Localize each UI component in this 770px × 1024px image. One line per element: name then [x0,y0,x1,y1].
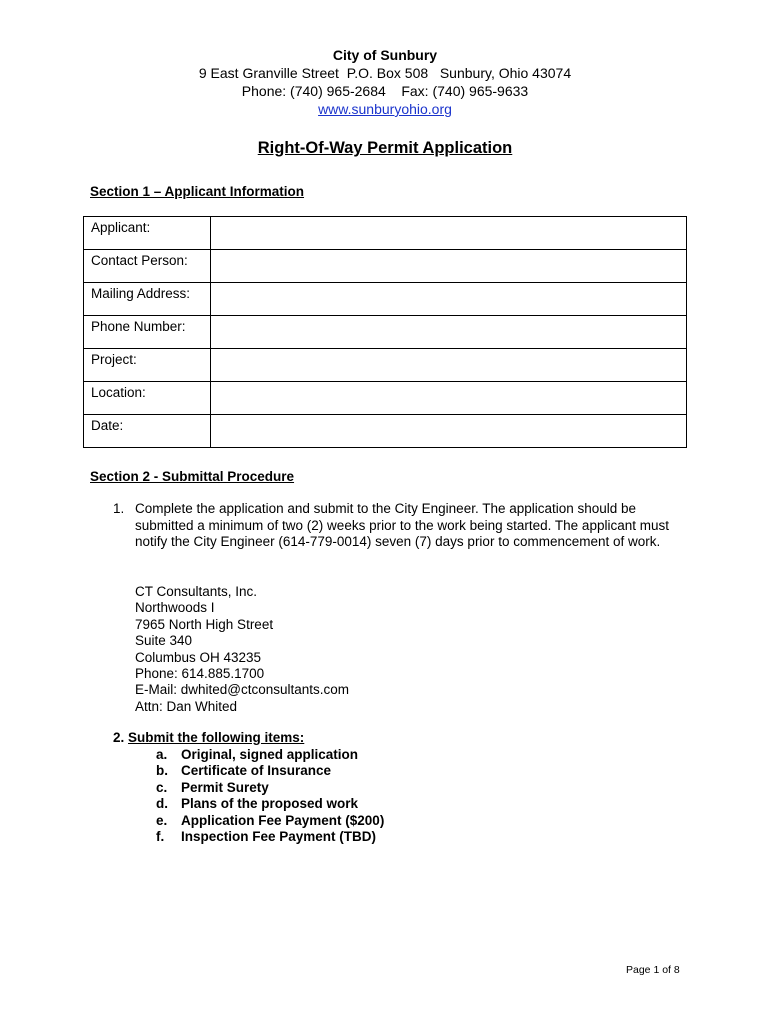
field-label-phone-number: Phone Number: [84,316,211,349]
field-value-applicant[interactable] [211,217,687,250]
item-letter: a. [156,746,168,762]
field-value-mailing-address[interactable] [211,283,687,316]
item-text: Inspection Fee Payment (TBD) [181,829,377,844]
procedure-step-1 [113,501,683,551]
field-value-location[interactable] [211,382,687,415]
email-line: E-Mail: dwhited@ctconsultants.com [135,682,350,698]
item-text: Plans of the proposed work [181,796,359,811]
page-title: Right-Of-Way Permit Application [257,139,513,157]
phone-fax: Phone: (740) 965-2684 Fax: (740) 965-9633 [241,83,529,99]
address-line: Phone: 614.885.1700 [135,666,265,682]
step-number: 2. [113,730,125,745]
table-row [84,349,687,382]
page-number: Page 1 of 8 [626,964,680,976]
field-value-contact-person[interactable] [211,250,687,283]
item-text: Permit Surety [181,779,269,795]
item-letter: e. [156,812,168,828]
step-number: 1. [113,501,125,516]
procedure-step-2 [113,730,384,846]
field-value-project[interactable] [211,349,687,382]
field-value-phone-number[interactable] [211,316,687,349]
list-item [156,763,384,780]
list-item [156,813,384,830]
field-label-mailing-address: Mailing Address: [84,283,211,316]
list-item [156,829,384,846]
list-item [156,796,384,813]
organization-name: City of Sunbury [332,47,438,63]
step-heading: Submit the following items: [128,730,305,745]
letterhead [0,46,770,118]
section-1-heading: Section 1 – Applicant Information [90,184,305,199]
applicant-info-table [83,216,687,448]
table-row [84,250,687,283]
field-value-date[interactable] [211,415,687,448]
field-label-project: Project: [84,349,211,382]
field-label-date: Date: [84,415,211,448]
section-2-heading: Section 2 - Submittal Procedure [90,469,295,484]
address-line: Northwoods I [135,600,215,616]
item-letter: c. [156,779,168,795]
engineer-address-block [135,584,349,715]
table-row [84,415,687,448]
item-text: Application Fee Payment ($200) [181,812,385,828]
table-row [84,283,687,316]
item-text: Certificate of Insurance [181,763,332,778]
address-line: Suite 340 [135,633,193,649]
list-item [156,780,384,797]
address-line: Columbus OH 43235 [135,649,262,665]
field-label-contact-person: Contact Person: [84,250,211,283]
website-link[interactable]: www.sunburyohio.org [318,101,452,117]
address-line: Attn: Dan Whited [135,698,238,714]
table-row [84,382,687,415]
field-label-location: Location: [84,382,211,415]
item-letter: b. [156,763,168,778]
address-line: CT Consultants, Inc. [135,584,258,599]
list-item [156,747,384,764]
required-items-list [113,747,384,846]
step-text: Complete the application and submit to the City Engineer. The application should be submitted a minimum of two (2) weeks prior to the work being started. The applicant must notify the City Engineer (614-779-0014) seven (7) days prior to commencement of work. [135,501,669,549]
field-label-applicant: Applicant: [84,217,211,250]
street-address: 9 East Granville Street P.O. Box 508 Sunbury, Ohio 43074 [198,65,572,81]
table-row [84,217,687,250]
table-row [84,316,687,349]
address-line: 7965 North High Street [135,616,274,632]
item-text: Original, signed application [181,746,359,762]
item-letter: d. [156,796,168,811]
item-letter: f. [156,829,165,844]
